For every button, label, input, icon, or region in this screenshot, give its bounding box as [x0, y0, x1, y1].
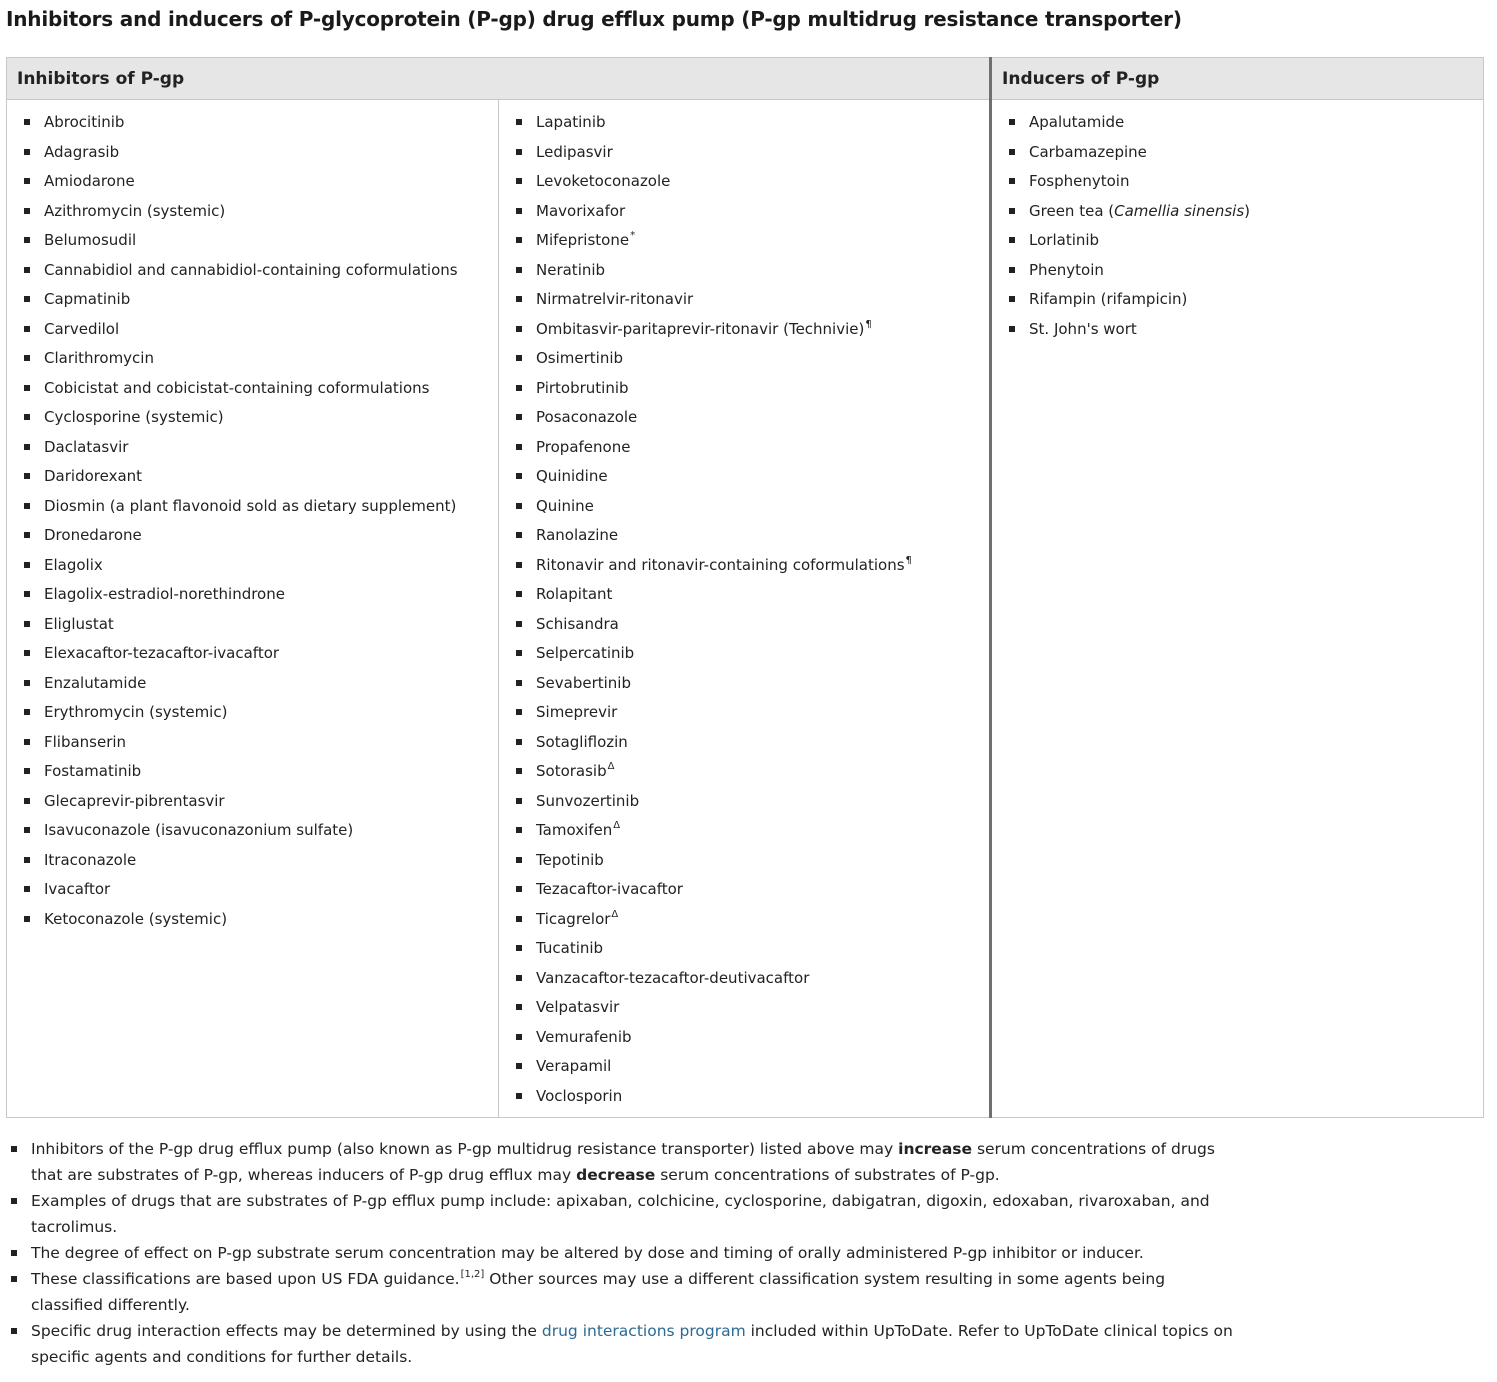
drug-name: Quinine: [536, 496, 594, 515]
drug-name: St. John's wort: [1029, 319, 1137, 338]
drug-name-suffix: ): [1244, 201, 1250, 220]
drug-list-item: [992, 227, 1483, 253]
drug-list-item: [992, 257, 1483, 283]
drug-list-item: [499, 847, 989, 873]
drug-name: Isavuconazole (isavuconazonium sulfate): [44, 821, 354, 839]
drug-name: Levoketoconazole: [536, 172, 671, 190]
drug-list-item: [7, 139, 498, 165]
drug-list-item: [499, 788, 989, 814]
drug-list-item: [499, 1053, 989, 1079]
drug-list-item: [7, 109, 498, 135]
footnote-item: [0, 1266, 1240, 1318]
drug-name: Itraconazole: [44, 850, 137, 869]
drug-name: Glecaprevir-pibrentasvir: [44, 791, 225, 810]
footnote-text: Inhibitors of the P-gp drug efflux pump (also known as P-gp multidrug resistance transporter) listed above may: [31, 1140, 899, 1158]
drug-list-item: [992, 198, 1483, 224]
drug-list-item: [992, 139, 1483, 165]
drug-name: Mavorixafor: [536, 201, 626, 220]
drug-name: Carbamazepine: [1029, 142, 1147, 161]
drug-name: Verapamil: [536, 1057, 612, 1075]
drug-list-item: [7, 906, 498, 932]
drug-name: Green tea (: [1029, 201, 1115, 220]
drug-name: Ivacaftor: [44, 880, 111, 898]
drug-name: Rolapitant: [536, 585, 613, 603]
footnote-mark: Δ: [607, 761, 615, 772]
drug-list-item: [7, 611, 498, 637]
drug-name: Daclatasvir: [44, 437, 129, 456]
drug-list-item: [499, 876, 989, 902]
footnote-mark: ¶: [865, 318, 872, 330]
drug-name: Cobicistat and cobicistat-containing coformulations: [44, 378, 430, 397]
drug-name: Azithromycin (systemic): [44, 201, 226, 220]
drug-list-item: [7, 699, 498, 725]
drug-name: Elexacaftor-tezacaftor-ivacaftor: [44, 644, 280, 662]
drug-name: Tepotinib: [536, 850, 604, 869]
drug-name: Belumosudil: [44, 231, 137, 249]
drug-name: Mifepristone: [536, 231, 630, 249]
drug-list-item: [7, 758, 498, 784]
drug-name: Capmatinib: [44, 290, 131, 308]
inducers-list: [992, 100, 1483, 342]
drug-latin-name: Camellia sinensis: [1114, 201, 1245, 220]
drug-list-item: [992, 168, 1483, 194]
drug-list-item: [7, 522, 498, 548]
drug-list-item: [499, 375, 989, 401]
drug-name: Selpercatinib: [536, 644, 635, 662]
drug-list-item: [499, 581, 989, 607]
drug-name: Sevabertinib: [536, 673, 631, 692]
footnote-text: The degree of effect on P-gp substrate serum concentration may be altered by dose and timing of orally administered P-gp inhibitor or inducer.: [31, 1244, 1144, 1262]
drug-list-item: [499, 286, 989, 312]
drug-list-item: [499, 257, 989, 283]
drug-name: Tezacaftor-ivacaftor: [536, 880, 683, 898]
drug-list-item: [7, 227, 498, 253]
footnote-text: These classifications are based upon US FDA guidance.: [31, 1270, 460, 1288]
drug-list-item: [7, 375, 498, 401]
drug-name: Erythromycin (systemic): [44, 703, 228, 721]
table-header-row: [7, 58, 1484, 100]
footnote-item: [0, 1136, 1240, 1188]
drug-list-item: [499, 109, 989, 135]
drug-name: Ketoconazole (systemic): [44, 909, 228, 928]
drug-list-item: [992, 316, 1483, 342]
drug-name: Daridorexant: [44, 467, 143, 485]
drug-name: Cyclosporine (systemic): [44, 408, 224, 426]
drug-list-item: [7, 434, 498, 460]
footnote-text: included within UpToDate. Refer to UpToDate clinical topics on specific agents and conditions for further details.: [31, 1322, 1233, 1366]
footnote-item: [0, 1188, 1240, 1240]
footnote-item: [0, 1240, 1240, 1266]
drug-list-item: [7, 788, 498, 814]
drug-name: Clarithromycin: [44, 349, 154, 367]
drug-list-item: [499, 906, 989, 932]
footnote-mark: ¶: [905, 554, 912, 566]
drug-name: Fosphenytoin: [1029, 172, 1130, 190]
footnote-mark: *: [630, 230, 636, 241]
drug-name: Abrocitinib: [44, 113, 125, 131]
drug-list-item: [7, 729, 498, 755]
drug-name: Ombitasvir-paritaprevir-ritonavir (Technivie): [536, 319, 865, 338]
inhibitors-column-1: [7, 100, 499, 1118]
footnote-text: serum concentrations of drugs that are substrates of P-gp, whereas inducers of P-gp drug efflux may: [31, 1140, 1215, 1184]
drug-name: Carvedilol: [44, 319, 120, 338]
drug-list-item: [7, 316, 498, 342]
drug-name: Schisandra: [536, 614, 619, 633]
drug-name: Lorlatinib: [1029, 231, 1100, 249]
drug-name: Lapatinib: [536, 113, 606, 131]
drug-list-item: [499, 139, 989, 165]
drug-list-item: [499, 729, 989, 755]
drug-name: Adagrasib: [44, 142, 120, 161]
drug-name: Simeprevir: [536, 703, 618, 721]
inhibitors-column-2: [499, 100, 991, 1118]
drug-name: Sotagliflozin: [536, 732, 628, 751]
drug-name: Flibanserin: [44, 732, 127, 751]
drug-list-item: [7, 670, 498, 696]
drug-list-item: [499, 316, 989, 342]
drug-list-item: [7, 552, 498, 578]
drug-name: Sotorasib: [536, 762, 607, 780]
drug-name: Ritonavir and ritonavir-containing coformulations: [536, 555, 905, 574]
drug-list-item: [7, 404, 498, 430]
drug-list-item: [499, 965, 989, 991]
drug-name: Elagolix-estradiol-norethindrone: [44, 585, 285, 603]
drug-name: Vemurafenib: [536, 1027, 632, 1046]
drug-name: Dronedarone: [44, 526, 142, 544]
drug-name: Tucatinib: [536, 939, 604, 957]
footnote-mark: Δ: [613, 820, 621, 831]
drug-name: Rifampin (rifampicin): [1029, 290, 1188, 308]
drug-name: Cannabidiol and cannabidiol-containing coformulations: [44, 260, 458, 279]
inhibitors-list-2: [499, 100, 989, 1109]
drug-list-item: [499, 640, 989, 666]
drug-list-item: [499, 345, 989, 371]
pgp-table: [6, 57, 1484, 1118]
inhibitors-header: Inhibitors of P-gp: [7, 58, 991, 100]
drug-name: Tamoxifen: [536, 821, 613, 839]
drug-list-item: [7, 493, 498, 519]
drug-list-item: [499, 611, 989, 637]
drug-list-item: [499, 434, 989, 460]
drug-name: Quinidine: [536, 467, 608, 485]
drug-list-item: [499, 552, 989, 578]
drug-name: Ranolazine: [536, 526, 619, 544]
drug-list-item: [7, 257, 498, 283]
drug-name: Ticagrelor: [536, 909, 611, 928]
footnote-item: [0, 1318, 1240, 1370]
drug-list-item: [499, 404, 989, 430]
drug-list-item: [992, 286, 1483, 312]
drug-name: Velpatasvir: [536, 998, 620, 1016]
inducers-column: [991, 100, 1484, 1118]
drug-list-item: [7, 345, 498, 371]
drug-name: Neratinib: [536, 260, 606, 279]
drug-list-item: [499, 670, 989, 696]
footnotes: [0, 1136, 1240, 1370]
drug-name: Amiodarone: [44, 172, 135, 190]
drug-name: Elagolix: [44, 555, 103, 574]
drug-list-item: [7, 640, 498, 666]
drug-list-item: [499, 463, 989, 489]
drug-name: Diosmin (a plant flavonoid sold as dietary supplement): [44, 496, 457, 515]
drug-name: Osimertinib: [536, 349, 624, 367]
drug-list-item: [499, 522, 989, 548]
drug-name: Voclosporin: [536, 1086, 623, 1105]
drug-list-item: [499, 493, 989, 519]
drug-interactions-link[interactable]: drug interactions program: [541, 1322, 746, 1340]
drug-list-item: [7, 463, 498, 489]
drug-list-item: [7, 876, 498, 902]
drug-name: Apalutamide: [1029, 113, 1125, 131]
footnote-text: serum concentrations of substrates of P-gp.: [655, 1166, 1000, 1184]
drug-list-item: [7, 847, 498, 873]
drug-name: Posaconazole: [536, 408, 638, 426]
drug-name: Pirtobrutinib: [536, 378, 629, 397]
footnote-emphasis: increase: [898, 1140, 973, 1158]
drug-list-item: [499, 1024, 989, 1050]
drug-list-item: [499, 817, 989, 843]
inhibitors-list-1: [7, 100, 498, 932]
drug-name: Ledipasvir: [536, 142, 613, 161]
drug-name: Nirmatrelvir-ritonavir: [536, 290, 694, 308]
page-title: Inhibitors and inducers of P-glycoprotein (P-gp) drug efflux pump (P-gp multidrug resistance transporter): [6, 7, 1182, 31]
footnote-text: Specific drug interaction effects may be determined by using the: [31, 1322, 542, 1340]
drug-list-item: [992, 109, 1483, 135]
drug-list-item: [499, 198, 989, 224]
drug-list-item: [7, 168, 498, 194]
drug-list-item: [7, 581, 498, 607]
inducers-header: Inducers of P-gp: [991, 58, 1484, 100]
drug-name: Enzalutamide: [44, 673, 147, 692]
table-body-row: [7, 100, 1484, 1118]
footnote-text: Other sources may use a different classification system resulting in some agents being classified differently.: [31, 1270, 1166, 1314]
drug-list-item: [499, 168, 989, 194]
drug-list-item: [499, 758, 989, 784]
drug-name: Vanzacaftor-tezacaftor-deutivacaftor: [536, 968, 810, 987]
drug-list-item: [499, 699, 989, 725]
drug-name: Sunvozertinib: [536, 791, 640, 810]
footnote-mark: Δ: [611, 908, 619, 920]
reference-link[interactable]: [1,2]: [460, 1269, 485, 1280]
drug-name: Fostamatinib: [44, 762, 142, 780]
footnote-emphasis: decrease: [576, 1166, 656, 1184]
drug-list-item: [499, 227, 989, 253]
drug-name: Propafenone: [536, 437, 631, 456]
drug-list-item: [499, 935, 989, 961]
drug-list-item: [499, 994, 989, 1020]
footnote-text: Examples of drugs that are substrates of P-gp efflux pump include: apixaban, colchicine, cyclosporine, dabigatran, digoxin, edoxaban, rivaroxaban, and tacrolimus.: [31, 1192, 1210, 1236]
drug-name: Phenytoin: [1029, 260, 1104, 279]
drug-list-item: [499, 1083, 989, 1109]
drug-list-item: [7, 198, 498, 224]
drug-list-item: [7, 286, 498, 312]
drug-name: Eliglustat: [44, 614, 114, 633]
drug-list-item: [7, 817, 498, 843]
